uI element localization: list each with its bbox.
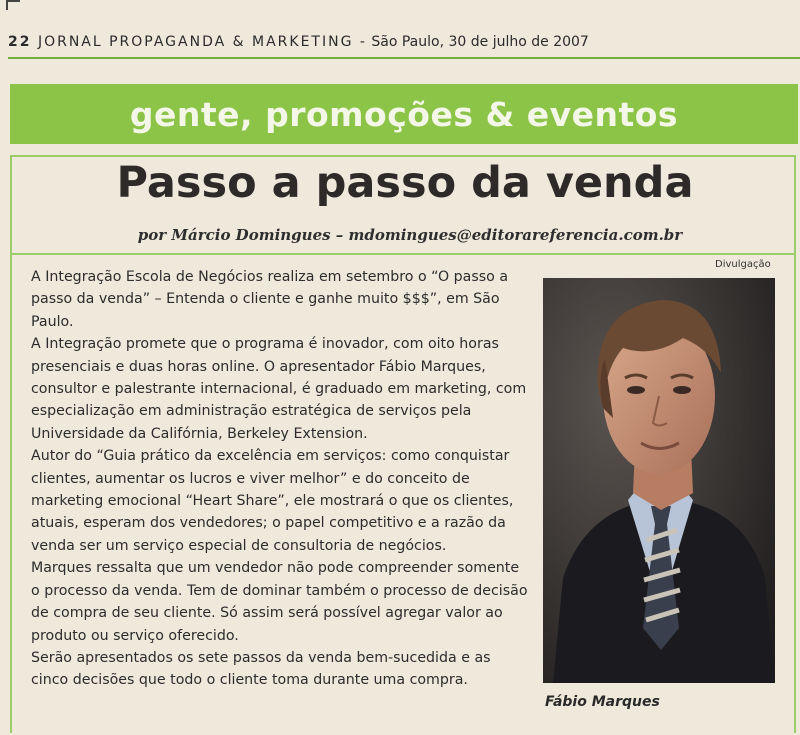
photo-caption: Fábio Marques bbox=[545, 694, 660, 710]
paragraph: Serão apresentados os sete passos da venda bem-sucedida e as cinco decisões que todo o cliente toma durante uma compra. bbox=[31, 649, 491, 689]
header-rule bbox=[8, 57, 800, 59]
article-byline: por Márcio Domingues – mdomingues@editorareferencia.com.br bbox=[137, 226, 683, 244]
page-corner-mark bbox=[6, 0, 20, 10]
publication-name: JORNAL PROPAGANDA & MARKETING bbox=[37, 34, 354, 50]
section-title: gente, promoções & eventos bbox=[129, 94, 679, 134]
paragraph: Autor do “Guia prático da excelência em serviços: como conquistar clientes, aumentar os lucros e viver melhor” e do conceito de marketing emocional “Heart Share”, ele mostrará o que os clientes, atuais, esperam dos vendedores; o papel competitivo e a razão da venda ser um serviço especial de consultoria de negócios. bbox=[31, 448, 514, 554]
publication-header bbox=[8, 34, 798, 56]
header-separator: - bbox=[359, 34, 365, 50]
page-number: 22 bbox=[8, 34, 32, 50]
publication-date: São Paulo, 30 de julho de 2007 bbox=[371, 34, 589, 50]
byline-rule bbox=[10, 253, 796, 255]
paragraph: A Integração Escola de Negócios realiza em setembro o “O passo a passo da venda” – Entenda o cliente e ganhe muito $$$”, em São Paulo. bbox=[31, 269, 509, 330]
paragraph: Marques ressalta que um vendedor não pode compreender somente o processo da venda. Tem de dominar também o processo de decisão de compra de seu cliente. Só assim será possível agregar valor ao produto ou serviço oferecido. bbox=[31, 560, 528, 644]
article-headline: Passo a passo da venda bbox=[116, 158, 694, 208]
portrait-photo bbox=[543, 278, 775, 683]
article-body bbox=[31, 266, 531, 692]
photo-credit: Divulgação bbox=[715, 259, 771, 270]
section-banner bbox=[10, 84, 798, 144]
portrait-illustration bbox=[543, 278, 775, 683]
paragraph: A Integração promete que o programa é inovador, com oito horas presenciais e duas horas online. O apresentador Fábio Marques, consultor e palestrante internacional, é graduado em marketing, com especialização em administração estratégica de serviços pela Universidade da Califórnia, Berkeley Extension. bbox=[31, 336, 527, 442]
